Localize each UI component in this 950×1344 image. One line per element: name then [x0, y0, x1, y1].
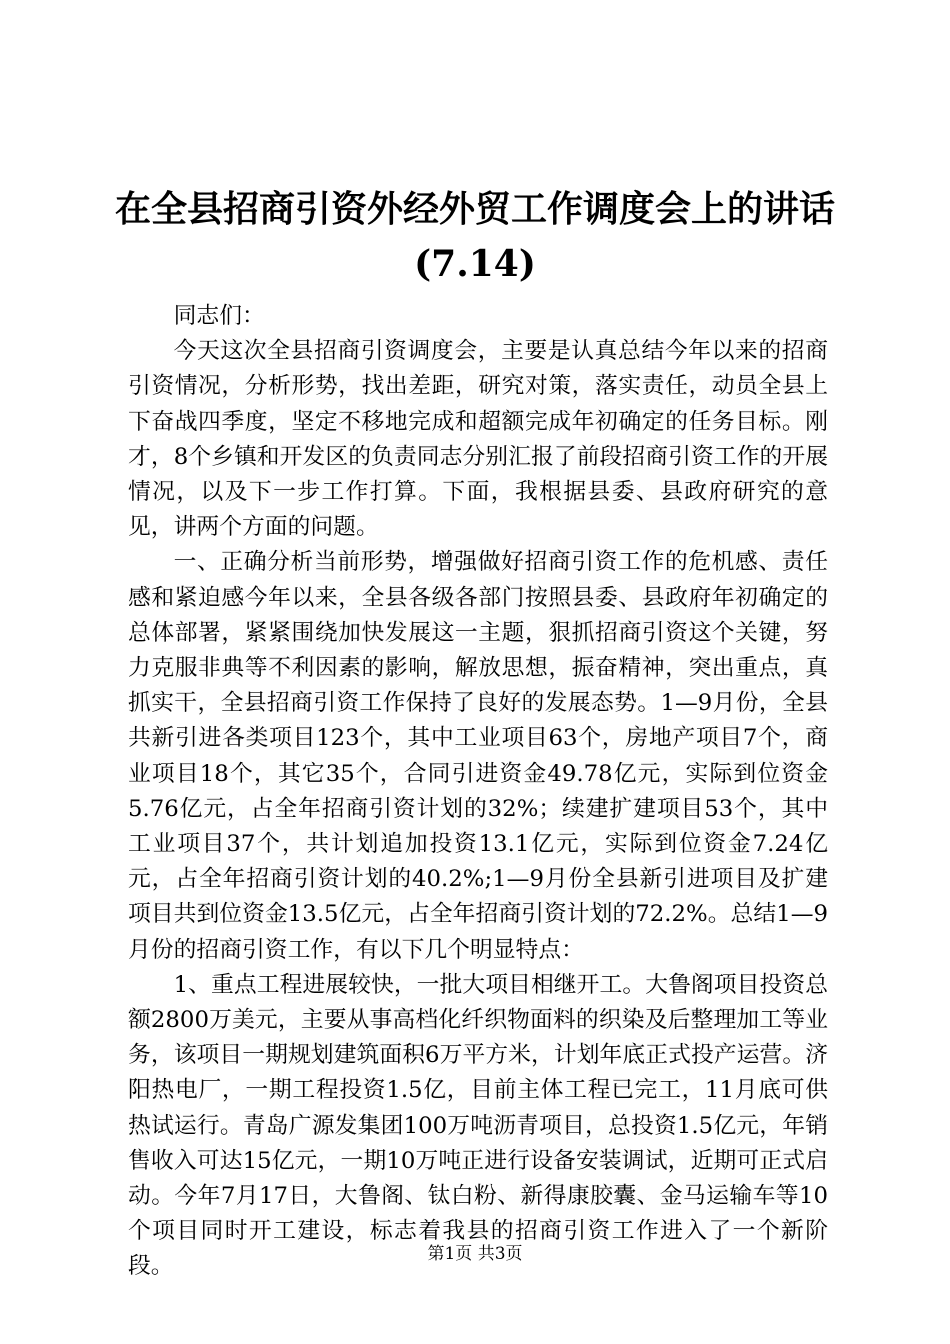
paragraph-point-1: 1、重点工程进展较快，一批大项目相继开工。大鲁阁项目投资总额2800万美元，主要从事高档化纤织物面料的织染及后整理加工等业务，该项目一期规划建筑面积6万平方米，计划年底正式投产运营。济阳热电厂，一期工程投资1.5亿，目前主体工程已完工，11月底可供热试运行。青岛广源发集团100万吨沥青项目，总投资1.5亿元，年销售收入可达15亿元，一期10万吨正进行设备安装调试，近期可正式启动。今年7月17日，大鲁阁、钛白粉、新得康胶囊、金马运输车等10个项目同时开工建设，标志着我县的招商引资工作进入了一个新阶段。: [128, 971, 828, 1280]
document-title-date: (7.14): [414, 243, 536, 285]
document-title: 在全县招商引资外经外贸工作调度会上的讲话: [114, 188, 835, 230]
document-body: [128, 299, 828, 1285]
paragraph-section-1: 一、正确分析当前形势，增强做好招商引资工作的危机感、责任感和紧迫感今年以来，全县各级各部门按照县委、县政府年初确定的总体部署，紧紧围绕加快发展这一主题，狠抓招商引资这个关键，努力克服非典等不利因素的影响，解放思想，振奋精神，突出重点，真抓实干，全县招商引资工作保持了良好的发展态势。1—9月份，全县共新引进各类项目123个，其中工业项目63个，房地产项目7个，商业项目18个，其它35个，合同引进资金49.78亿元，实际到位资金5.76亿元，占全年招商引资计划的32%；续建扩建项目53个，其中工业项目37个，共计划追加投资13.1亿元，实际到位资金7.24亿元，占全年招商引资计划的40.2%;1—9月份全县新引进项目及扩建项目共到位资金13.5亿元，占全年招商引资计划的72.2%。总结1—9月份的招商引资工作，有以下几个明显特点：: [128, 549, 828, 963]
paragraph-intro: 今天这次全县招商引资调度会，主要是认真总结今年以来的招商引资情况，分析形势，找出差距，研究对策，落实责任，动员全县上下奋战四季度，坚定不移地完成和超额完成年初确定的任务目标。刚才，8个乡镇和开发区的负责同志分别汇报了前段招商引资工作的开展情况，以及下一步工作打算。下面，我根据县委、县政府研究的意见，讲两个方面的问题。: [128, 338, 828, 541]
page-footer: 第1页 共3页: [427, 1244, 523, 1264]
greeting: 同志们：: [173, 303, 265, 329]
